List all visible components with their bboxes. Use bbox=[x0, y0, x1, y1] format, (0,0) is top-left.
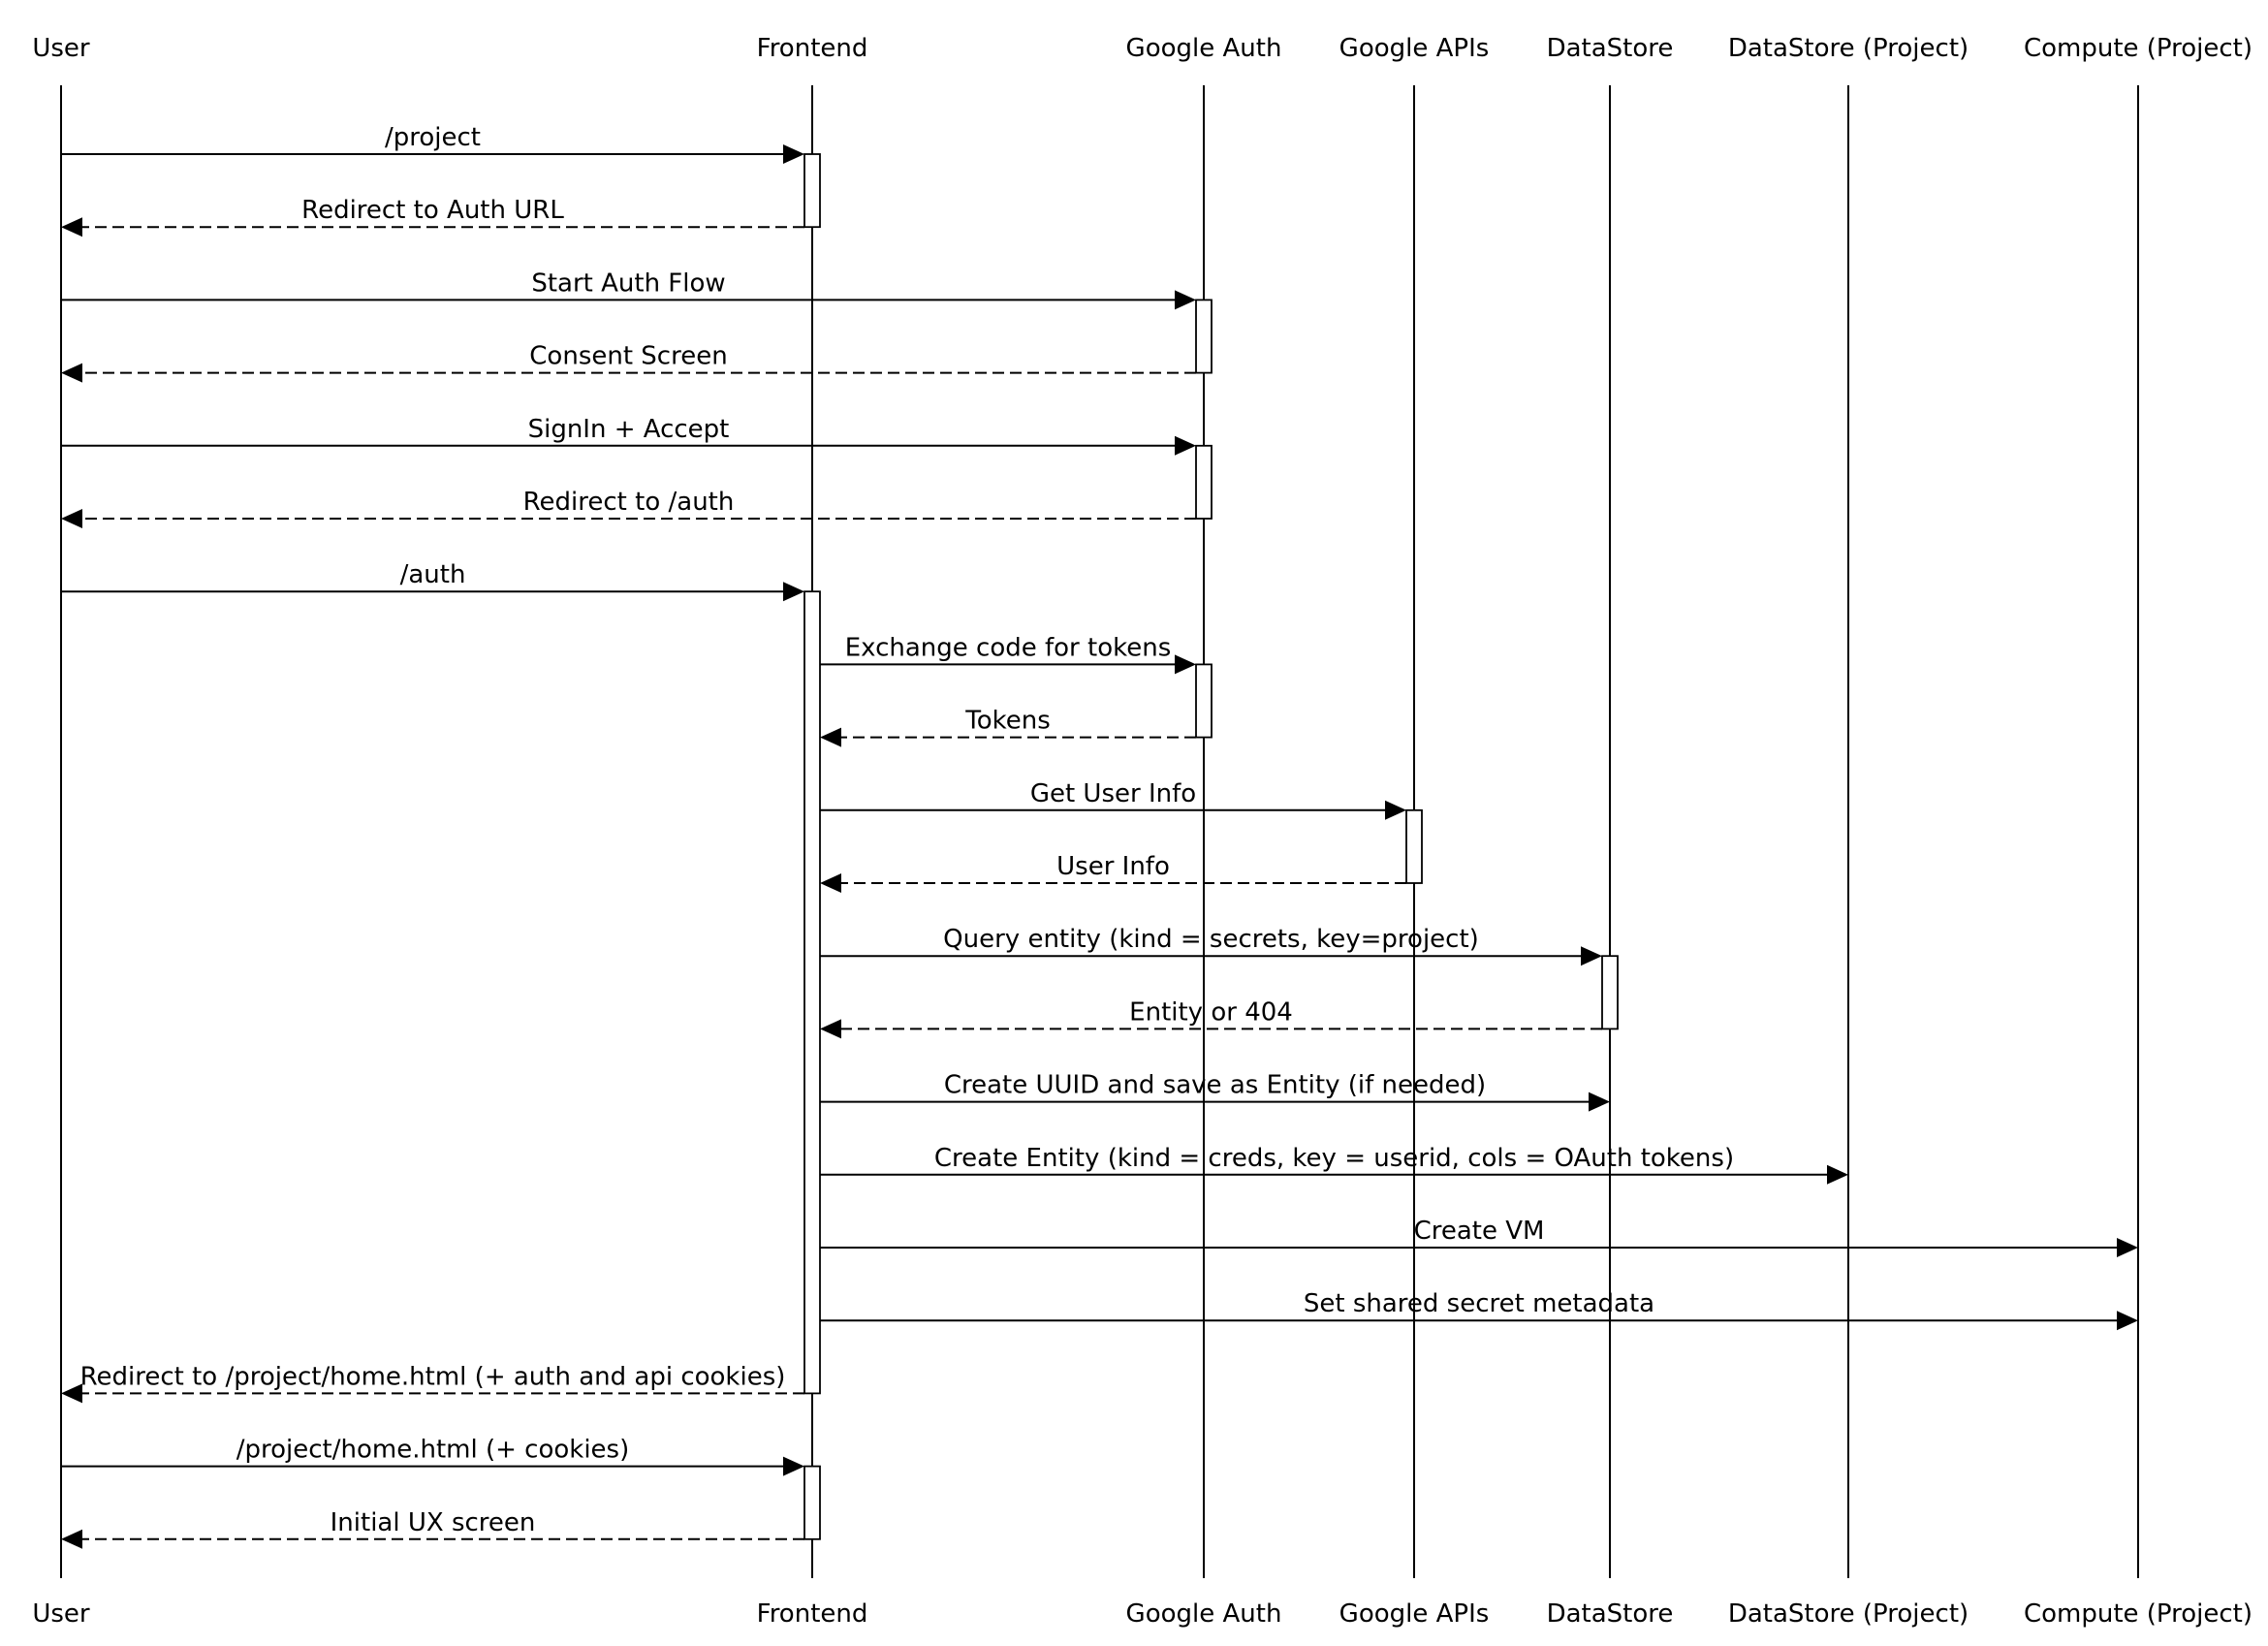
message bbox=[820, 852, 1406, 893]
participant-label-top: Google APIs bbox=[1339, 34, 1490, 63]
arrowhead-icon bbox=[783, 1457, 804, 1476]
message-label: Initial UX screen bbox=[330, 1507, 536, 1537]
participant-label-bottom: DataStore (Project) bbox=[1727, 1599, 1969, 1629]
participant-label-bottom: DataStore bbox=[1546, 1599, 1674, 1629]
arrowhead-icon bbox=[61, 364, 82, 383]
participant-label-bottom: Frontend bbox=[756, 1599, 868, 1629]
message-label: Consent Screen bbox=[529, 341, 728, 371]
arrowhead-icon bbox=[1175, 436, 1196, 456]
participant-label-top: DataStore bbox=[1546, 34, 1674, 63]
arrowhead-icon bbox=[783, 144, 804, 164]
message-label: /project/home.html (+ cookies) bbox=[236, 1435, 630, 1465]
message bbox=[820, 925, 1602, 965]
messages bbox=[61, 123, 2138, 1549]
message-label: SignIn + Accept bbox=[527, 414, 730, 444]
message-label: Create VM bbox=[1413, 1217, 1545, 1246]
message bbox=[61, 1436, 804, 1476]
activation-bar bbox=[1602, 956, 1618, 1029]
message-label: Get User Info bbox=[1029, 778, 1197, 808]
arrowhead-icon bbox=[61, 1530, 82, 1549]
arrowhead-icon bbox=[783, 582, 804, 601]
message bbox=[61, 488, 1196, 528]
arrowhead-icon bbox=[1589, 1092, 1610, 1112]
participant-label-top: Frontend bbox=[756, 34, 868, 63]
arrowhead-icon bbox=[820, 873, 841, 893]
participant-label-bottom: Google APIs bbox=[1339, 1599, 1490, 1629]
participant-label-top: DataStore (Project) bbox=[1727, 34, 1969, 63]
message bbox=[820, 633, 1196, 674]
activation-bar bbox=[1196, 300, 1212, 372]
activation-bar bbox=[804, 154, 820, 227]
message bbox=[61, 342, 1196, 383]
message bbox=[820, 997, 1602, 1038]
message-label: Entity or 404 bbox=[1129, 997, 1293, 1028]
message bbox=[820, 1217, 2138, 1257]
arrowhead-icon bbox=[61, 217, 82, 237]
message bbox=[61, 269, 1196, 309]
message-label: /auth bbox=[399, 560, 466, 590]
message bbox=[820, 1289, 2138, 1330]
message bbox=[61, 196, 804, 237]
activation-bar bbox=[804, 1467, 820, 1539]
message bbox=[820, 779, 1406, 820]
participant-label-bottom: Google Auth bbox=[1125, 1599, 1282, 1629]
participant-label-top: User bbox=[32, 34, 90, 63]
message-label: Exchange code for tokens bbox=[844, 633, 1172, 663]
activation-bar bbox=[1196, 664, 1212, 737]
arrowhead-icon bbox=[1827, 1165, 1848, 1185]
participant-label-bottom: User bbox=[32, 1599, 90, 1629]
message-label: Create UUID and save as Entity (if needed) bbox=[943, 1070, 1487, 1100]
activation-bar bbox=[1406, 810, 1422, 883]
arrowhead-icon bbox=[1385, 801, 1406, 820]
arrowhead-icon bbox=[61, 509, 82, 528]
message-label: Create Entity (kind = creds, key = userid, cols = OAuth tokens) bbox=[933, 1143, 1735, 1173]
message-label: Query entity (kind = secrets, key=project) bbox=[943, 925, 1479, 955]
arrowhead-icon bbox=[2117, 1238, 2138, 1257]
participant-label-top: Google Auth bbox=[1125, 34, 1282, 63]
message bbox=[61, 123, 804, 164]
message bbox=[61, 415, 1196, 456]
participant-label-top: Compute (Project) bbox=[2023, 34, 2253, 63]
participant-labels-top bbox=[32, 34, 2252, 63]
message-label: Start Auth Flow bbox=[531, 269, 726, 299]
message-label: Set shared secret metadata bbox=[1303, 1289, 1655, 1319]
message-label: Redirect to /auth bbox=[522, 488, 735, 517]
activation-bars bbox=[804, 154, 1618, 1539]
activation-bar bbox=[804, 591, 820, 1393]
participant-labels-bottom bbox=[32, 1599, 2252, 1629]
lifelines bbox=[61, 85, 2138, 1578]
message-label: Redirect to /project/home.html (+ auth and api cookies) bbox=[79, 1362, 786, 1392]
activation-bar bbox=[1196, 446, 1212, 519]
arrowhead-icon bbox=[820, 1019, 841, 1038]
message-label: User Info bbox=[1056, 852, 1170, 881]
participant-label-bottom: Compute (Project) bbox=[2023, 1599, 2253, 1629]
message bbox=[820, 1144, 1848, 1185]
message-label: Tokens bbox=[965, 706, 1051, 736]
message bbox=[61, 1508, 804, 1549]
message-label: Redirect to Auth URL bbox=[301, 196, 564, 226]
message bbox=[61, 1362, 804, 1403]
message bbox=[61, 560, 804, 601]
arrowhead-icon bbox=[1175, 654, 1196, 674]
arrowhead-icon bbox=[2117, 1311, 2138, 1330]
message bbox=[820, 707, 1196, 747]
arrowhead-icon bbox=[820, 728, 841, 747]
arrowhead-icon bbox=[1581, 946, 1602, 965]
message-label: /project bbox=[385, 123, 481, 152]
arrowhead-icon bbox=[1175, 290, 1196, 309]
message bbox=[820, 1071, 1610, 1112]
